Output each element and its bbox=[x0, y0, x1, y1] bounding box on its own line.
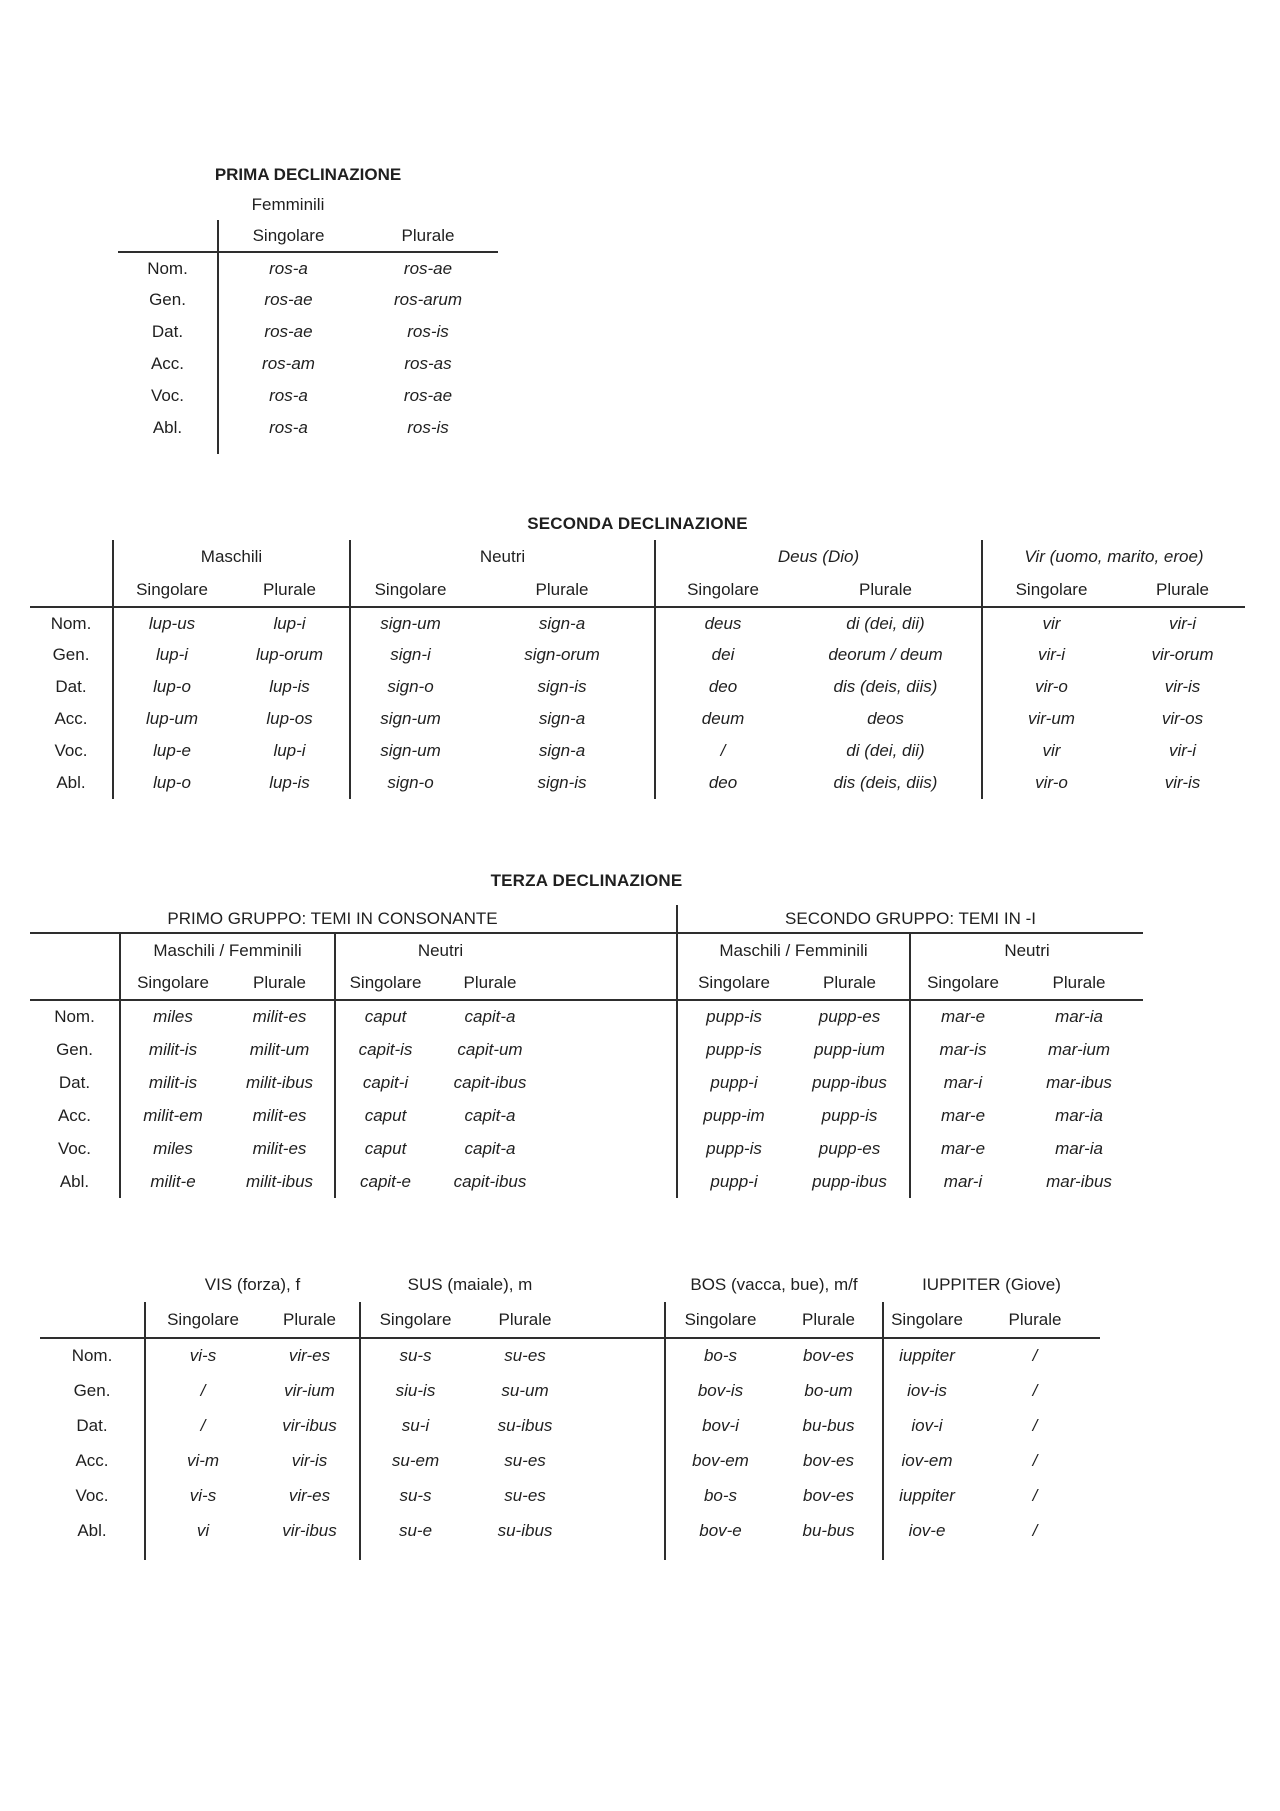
decl-cell: vir-is bbox=[1164, 773, 1201, 792]
decl-cell: mar-ia bbox=[1055, 1138, 1103, 1158]
case-label: Gen. bbox=[56, 1039, 93, 1059]
noun-title-vis: VIS (forza), f bbox=[204, 1275, 301, 1294]
col-header-plurale: Plurale bbox=[358, 220, 498, 252]
case-label: Acc. bbox=[150, 354, 185, 373]
decl-cell: di (dei, dii) bbox=[846, 613, 925, 633]
decl-cell: pupp-is bbox=[677, 1000, 790, 1033]
terza-declinazione-table bbox=[30, 905, 1143, 1198]
decl-cell: sign-um bbox=[350, 607, 470, 639]
col-header-plurale: Plurale bbox=[775, 1302, 883, 1338]
case-label: Gen. bbox=[149, 290, 186, 309]
decl-cell: milit-em bbox=[120, 1099, 225, 1132]
spacer bbox=[775, 1548, 883, 1560]
decl-cell: lup-um bbox=[113, 703, 230, 735]
decl-cell: / bbox=[1032, 1520, 1038, 1540]
decl-cell: vi bbox=[145, 1513, 260, 1548]
spacer bbox=[580, 1478, 665, 1513]
col-header-singolare: Singolare bbox=[113, 574, 230, 607]
spacer bbox=[883, 1548, 970, 1560]
decl-cell: sign-a bbox=[538, 613, 586, 633]
decl-cell: caput bbox=[335, 1000, 435, 1033]
decl-cell: mar-ibus bbox=[1046, 1171, 1112, 1191]
decl-cell: iov-is bbox=[883, 1373, 970, 1408]
decl-cell: pupp-i bbox=[677, 1165, 790, 1198]
decl-cell: caput bbox=[335, 1132, 435, 1165]
col-header-singolare: Singolare bbox=[335, 967, 435, 1000]
decl-cell: vi-s bbox=[145, 1338, 260, 1373]
decl-cell: iov-e bbox=[883, 1513, 970, 1548]
case-label: Acc. bbox=[57, 1105, 92, 1125]
decl-cell: vir-es bbox=[288, 1346, 331, 1365]
decl-cell: vir-o bbox=[982, 671, 1120, 703]
spacer bbox=[545, 967, 677, 1000]
spacer bbox=[118, 220, 218, 252]
decl-cell: mar-i bbox=[910, 1066, 1015, 1099]
decl-cell: bov-is bbox=[665, 1373, 775, 1408]
spacer bbox=[580, 1443, 665, 1478]
decl-cell: milit-is bbox=[120, 1066, 225, 1099]
decl-cell: / bbox=[1032, 1346, 1038, 1365]
decl-cell: mar-i bbox=[910, 1165, 1015, 1198]
spacer bbox=[470, 1548, 580, 1560]
decl-cell: mar-ia bbox=[1055, 1007, 1103, 1026]
decl-cell: mar-e bbox=[910, 1099, 1015, 1132]
decl-cell: bo-s bbox=[665, 1338, 775, 1373]
decl-cell: ros-a bbox=[218, 252, 358, 284]
decl-cell: mar-is bbox=[910, 1033, 1015, 1066]
decl-cell: mar-e bbox=[910, 1000, 1015, 1033]
decl-cell: siu-is bbox=[360, 1373, 470, 1408]
decl-cell: lup-is bbox=[269, 773, 310, 792]
sostantivi-irregolari-table bbox=[40, 1268, 1100, 1560]
group-title-primo-gruppo: PRIMO GRUPPO: TEMI IN CONSONANTE bbox=[120, 905, 545, 933]
spacer bbox=[30, 574, 113, 607]
decl-cell: sign-is bbox=[537, 773, 587, 792]
col-header-singolare: Singolare bbox=[883, 1302, 970, 1338]
spacer bbox=[580, 1302, 665, 1338]
spacer bbox=[30, 905, 120, 933]
decl-cell: lup-is bbox=[269, 677, 310, 696]
decl-cell: deo bbox=[655, 767, 790, 799]
case-label: Gen. bbox=[52, 645, 90, 664]
decl-cell: milit-es bbox=[252, 1105, 307, 1125]
col-header-plurale: Plurale bbox=[230, 574, 350, 607]
subgroup-header-maschili-femminili: Maschili / Femminili bbox=[120, 933, 335, 967]
spacer bbox=[580, 1268, 665, 1302]
col-header-plurale: Plurale bbox=[1120, 574, 1245, 607]
decl-cell: vir-ibus bbox=[282, 1415, 337, 1435]
case-label: Abl. bbox=[152, 418, 183, 437]
decl-cell: lup-o bbox=[113, 767, 230, 799]
col-header-plurale: Plurale bbox=[970, 1302, 1100, 1338]
spacer bbox=[30, 540, 113, 574]
decl-cell: ros-is bbox=[407, 418, 449, 437]
spacer bbox=[545, 1066, 677, 1099]
decl-cell: milit-es bbox=[252, 1138, 307, 1158]
decl-cell: vir-i bbox=[1168, 613, 1197, 633]
decl-cell: / bbox=[655, 735, 790, 767]
decl-cell: dis (deis, diis) bbox=[833, 773, 938, 792]
case-label: Abl. bbox=[59, 1171, 90, 1191]
spacer bbox=[970, 1548, 1100, 1560]
decl-cell: ros-ae bbox=[403, 386, 453, 405]
decl-cell: capit-a bbox=[464, 1105, 516, 1125]
decl-cell: bo-um bbox=[804, 1380, 853, 1400]
col-header-plurale: Plurale bbox=[1015, 967, 1143, 1000]
decl-cell: capit-a bbox=[464, 1138, 516, 1158]
spacer bbox=[30, 933, 120, 967]
col-header-singolare: Singolare bbox=[655, 574, 790, 607]
decl-cell: ros-ae bbox=[218, 284, 358, 316]
decl-cell: vir-ium bbox=[284, 1380, 335, 1400]
spacer bbox=[545, 1099, 677, 1132]
spacer bbox=[218, 444, 358, 454]
spacer bbox=[580, 1373, 665, 1408]
case-label: Nom. bbox=[54, 1007, 95, 1026]
group-title-secondo-gruppo: SECONDO GRUPPO: TEMI IN -I bbox=[677, 905, 1143, 933]
decl-cell: miles bbox=[120, 1000, 225, 1033]
decl-cell: deorum / deum bbox=[828, 645, 943, 664]
decl-cell: bu-bus bbox=[802, 1520, 855, 1540]
prima-declinazione-title: PRIMA DECLINAZIONE bbox=[214, 165, 402, 184]
decl-cell: lup-orum bbox=[255, 645, 324, 664]
case-label: Voc. bbox=[75, 1485, 109, 1505]
subgroup-header-maschili-femminili: Maschili / Femminili bbox=[677, 933, 910, 967]
col-header-plurale: Plurale bbox=[470, 574, 655, 607]
decl-cell: capit-ibus bbox=[453, 1072, 527, 1092]
decl-cell: iuppiter bbox=[883, 1338, 970, 1373]
case-label: Nom. bbox=[147, 258, 188, 278]
noun-title-iuppiter: IUPPITER (Giove) bbox=[922, 1275, 1061, 1294]
col-header-plurale: Plurale bbox=[790, 574, 982, 607]
decl-cell: su-s bbox=[360, 1338, 470, 1373]
spacer bbox=[545, 905, 677, 933]
group-header-maschili: Maschili bbox=[113, 540, 350, 574]
noun-title-sus: SUS (maiale), m bbox=[407, 1275, 533, 1294]
decl-cell: vir-i bbox=[1168, 741, 1197, 760]
decl-cell: iov-i bbox=[883, 1408, 970, 1443]
decl-cell: vi-m bbox=[145, 1443, 260, 1478]
decl-cell: vi-s bbox=[145, 1478, 260, 1513]
spacer bbox=[40, 1268, 145, 1302]
prima-declinazione-table bbox=[118, 160, 498, 454]
decl-cell: vir-um bbox=[982, 703, 1120, 735]
decl-cell: su-i bbox=[360, 1408, 470, 1443]
decl-cell: ros-is bbox=[407, 322, 449, 341]
case-label: Acc. bbox=[75, 1450, 109, 1470]
decl-cell: su-s bbox=[360, 1478, 470, 1513]
decl-cell: ros-ae bbox=[403, 258, 453, 278]
spacer bbox=[545, 1165, 677, 1198]
case-label: Voc. bbox=[54, 741, 88, 760]
seconda-declinazione-table bbox=[30, 540, 1245, 799]
decl-cell: lup-i bbox=[273, 613, 306, 633]
gender-header: Femminili bbox=[251, 195, 325, 214]
spacer bbox=[545, 1000, 677, 1033]
noun-title-bos: BOS (vacca, bue), m/f bbox=[690, 1275, 858, 1294]
decl-cell: / bbox=[145, 1373, 260, 1408]
col-header-singolare: Singolare bbox=[145, 1302, 260, 1338]
spacer bbox=[360, 1548, 470, 1560]
decl-cell: pupp-im bbox=[677, 1099, 790, 1132]
decl-cell: mar-ibus bbox=[1046, 1072, 1112, 1092]
spacer bbox=[580, 1408, 665, 1443]
subgroup-header-neutri: Neutri bbox=[335, 933, 545, 967]
decl-cell: capit-um bbox=[457, 1039, 523, 1059]
col-header-singolare: Singolare bbox=[665, 1302, 775, 1338]
decl-cell: dis (deis, diis) bbox=[833, 677, 938, 696]
case-label: Dat. bbox=[58, 1072, 91, 1092]
decl-cell: / bbox=[1032, 1380, 1038, 1400]
decl-cell: bov-em bbox=[665, 1443, 775, 1478]
decl-cell: ros-a bbox=[218, 412, 358, 444]
decl-cell: vir-is bbox=[291, 1450, 328, 1470]
decl-cell: sign-a bbox=[538, 741, 586, 760]
spacer bbox=[40, 1548, 145, 1560]
col-header-singolare: Singolare bbox=[120, 967, 225, 1000]
col-header-singolare: Singolare bbox=[360, 1302, 470, 1338]
decl-cell: capit-a bbox=[464, 1007, 516, 1026]
decl-cell: ros-am bbox=[218, 348, 358, 380]
case-label: Nom. bbox=[50, 613, 92, 633]
decl-cell: dei bbox=[655, 639, 790, 671]
decl-cell: caput bbox=[335, 1099, 435, 1132]
col-header-plurale: Plurale bbox=[470, 1302, 580, 1338]
decl-cell: capit-i bbox=[335, 1066, 435, 1099]
decl-cell: su-um bbox=[501, 1380, 549, 1400]
case-label: Nom. bbox=[71, 1346, 113, 1365]
spacer bbox=[118, 190, 218, 220]
col-header-singolare: Singolare bbox=[350, 574, 470, 607]
col-header-plurale: Plurale bbox=[790, 967, 910, 1000]
decl-cell: pupp-es bbox=[818, 1138, 881, 1158]
case-label: Abl. bbox=[56, 773, 86, 792]
decl-cell: vir-es bbox=[288, 1485, 331, 1505]
spacer bbox=[580, 1548, 665, 1560]
case-label: Dat. bbox=[151, 322, 184, 341]
decl-cell: su-e bbox=[360, 1513, 470, 1548]
case-label: Voc. bbox=[57, 1138, 92, 1158]
case-label: Voc. bbox=[150, 386, 185, 405]
decl-cell: deum bbox=[655, 703, 790, 735]
decl-cell: iuppiter bbox=[883, 1478, 970, 1513]
col-header-singolare: Singolare bbox=[910, 967, 1015, 1000]
decl-cell: pupp-ibus bbox=[812, 1072, 887, 1092]
decl-cell: / bbox=[1032, 1485, 1038, 1505]
spacer bbox=[358, 190, 498, 220]
decl-cell: pupp-ibus bbox=[812, 1171, 887, 1191]
decl-cell: sign-orum bbox=[524, 645, 600, 664]
case-label: Dat. bbox=[55, 677, 87, 696]
spacer bbox=[118, 444, 218, 454]
decl-cell: lup-e bbox=[113, 735, 230, 767]
spacer bbox=[545, 933, 677, 967]
decl-cell: ros-a bbox=[218, 380, 358, 412]
decl-cell: pupp-is bbox=[677, 1132, 790, 1165]
decl-cell: sign-o bbox=[350, 767, 470, 799]
decl-cell: lup-i bbox=[273, 741, 306, 760]
decl-cell: bu-bus bbox=[802, 1415, 855, 1435]
decl-cell: pupp-es bbox=[818, 1007, 881, 1026]
decl-cell: sign-o bbox=[350, 671, 470, 703]
spacer bbox=[545, 1033, 677, 1066]
decl-cell: / bbox=[1032, 1450, 1038, 1470]
seconda-declinazione-title: SECONDA DECLINAZIONE bbox=[527, 514, 748, 533]
decl-cell: / bbox=[145, 1408, 260, 1443]
col-header-plurale: Plurale bbox=[260, 1302, 360, 1338]
decl-cell: vir bbox=[982, 735, 1120, 767]
decl-cell: su-es bbox=[504, 1450, 546, 1470]
group-header-neutri: Neutri bbox=[350, 540, 655, 574]
spacer bbox=[260, 1548, 360, 1560]
decl-cell: lup-i bbox=[113, 639, 230, 671]
decl-cell: lup-us bbox=[113, 607, 230, 639]
decl-cell: bov-es bbox=[802, 1485, 855, 1505]
decl-cell: miles bbox=[120, 1132, 225, 1165]
group-header-deus: Deus (Dio) bbox=[655, 540, 982, 574]
decl-cell: deo bbox=[655, 671, 790, 703]
case-label: Dat. bbox=[76, 1415, 108, 1435]
decl-cell: / bbox=[1032, 1415, 1038, 1435]
decl-cell: sign-um bbox=[350, 703, 470, 735]
spacer bbox=[40, 1302, 145, 1338]
spacer bbox=[665, 1548, 775, 1560]
decl-cell: mar-e bbox=[910, 1132, 1015, 1165]
decl-cell: mar-ium bbox=[1047, 1039, 1111, 1059]
decl-cell: mar-ia bbox=[1055, 1105, 1103, 1125]
decl-cell: lup-o bbox=[113, 671, 230, 703]
decl-cell: milit-e bbox=[120, 1165, 225, 1198]
case-label: Gen. bbox=[73, 1380, 111, 1400]
decl-cell: su-em bbox=[360, 1443, 470, 1478]
decl-cell: su-es bbox=[504, 1485, 546, 1505]
decl-cell: su-es bbox=[504, 1346, 546, 1365]
decl-cell: sign-is bbox=[537, 677, 587, 696]
col-header-singolare: Singolare bbox=[982, 574, 1120, 607]
col-header-singolare: Singolare bbox=[677, 967, 790, 1000]
decl-cell: sign-i bbox=[350, 639, 470, 671]
decl-cell: vir-os bbox=[1161, 709, 1204, 728]
decl-cell: vir bbox=[982, 607, 1120, 639]
subgroup-header-neutri: Neutri bbox=[910, 933, 1143, 967]
decl-cell: ros-ae bbox=[218, 316, 358, 348]
decl-cell: milit-es bbox=[252, 1007, 307, 1026]
decl-cell: vir-i bbox=[982, 639, 1120, 671]
decl-cell: deus bbox=[655, 607, 790, 639]
spacer bbox=[580, 1338, 665, 1373]
decl-cell: ros-arum bbox=[393, 290, 462, 309]
spacer bbox=[580, 1513, 665, 1548]
decl-cell: pupp-is bbox=[821, 1105, 878, 1125]
col-header-singolare: Singolare bbox=[218, 220, 358, 252]
decl-cell: milit-is bbox=[120, 1033, 225, 1066]
spacer bbox=[545, 1132, 677, 1165]
case-label: Acc. bbox=[54, 709, 88, 728]
decl-cell: capit-e bbox=[335, 1165, 435, 1198]
decl-cell: ros-as bbox=[404, 354, 452, 373]
decl-cell: vir-is bbox=[1164, 677, 1201, 696]
decl-cell: pupp-is bbox=[677, 1033, 790, 1066]
decl-cell: di (dei, dii) bbox=[846, 741, 925, 760]
decl-cell: capit-is bbox=[335, 1033, 435, 1066]
decl-cell: milit-ibus bbox=[245, 1171, 314, 1191]
decl-cell: pupp-ium bbox=[814, 1039, 885, 1059]
decl-cell: sign-um bbox=[350, 735, 470, 767]
decl-cell: deos bbox=[867, 709, 904, 728]
decl-cell: vir-orum bbox=[1151, 645, 1214, 664]
decl-cell: su-ibus bbox=[497, 1520, 553, 1540]
col-header-plurale: Plurale bbox=[435, 967, 545, 1000]
decl-cell: vir-ibus bbox=[282, 1520, 337, 1540]
case-label: Abl. bbox=[77, 1520, 107, 1540]
decl-cell: vir-o bbox=[982, 767, 1120, 799]
decl-cell: milit-ibus bbox=[245, 1072, 314, 1092]
decl-cell: lup-os bbox=[266, 709, 313, 728]
spacer bbox=[145, 1548, 260, 1560]
decl-cell: bov-es bbox=[802, 1346, 855, 1365]
decl-cell: iov-em bbox=[883, 1443, 970, 1478]
decl-cell: bov-es bbox=[802, 1450, 855, 1470]
decl-cell: milit-um bbox=[249, 1039, 310, 1059]
decl-cell: bo-s bbox=[665, 1478, 775, 1513]
decl-cell: sign-a bbox=[538, 709, 586, 728]
decl-cell: bov-e bbox=[665, 1513, 775, 1548]
decl-cell: bov-i bbox=[665, 1408, 775, 1443]
spacer bbox=[358, 444, 498, 454]
group-header-vir: Vir (uomo, marito, eroe) bbox=[982, 540, 1245, 574]
decl-cell: capit-ibus bbox=[453, 1171, 527, 1191]
decl-cell: su-ibus bbox=[497, 1415, 553, 1435]
decl-cell: pupp-i bbox=[677, 1066, 790, 1099]
terza-declinazione-title: TERZA DECLINAZIONE bbox=[490, 871, 683, 890]
spacer bbox=[30, 967, 120, 1000]
col-header-plurale: Plurale bbox=[225, 967, 335, 1000]
